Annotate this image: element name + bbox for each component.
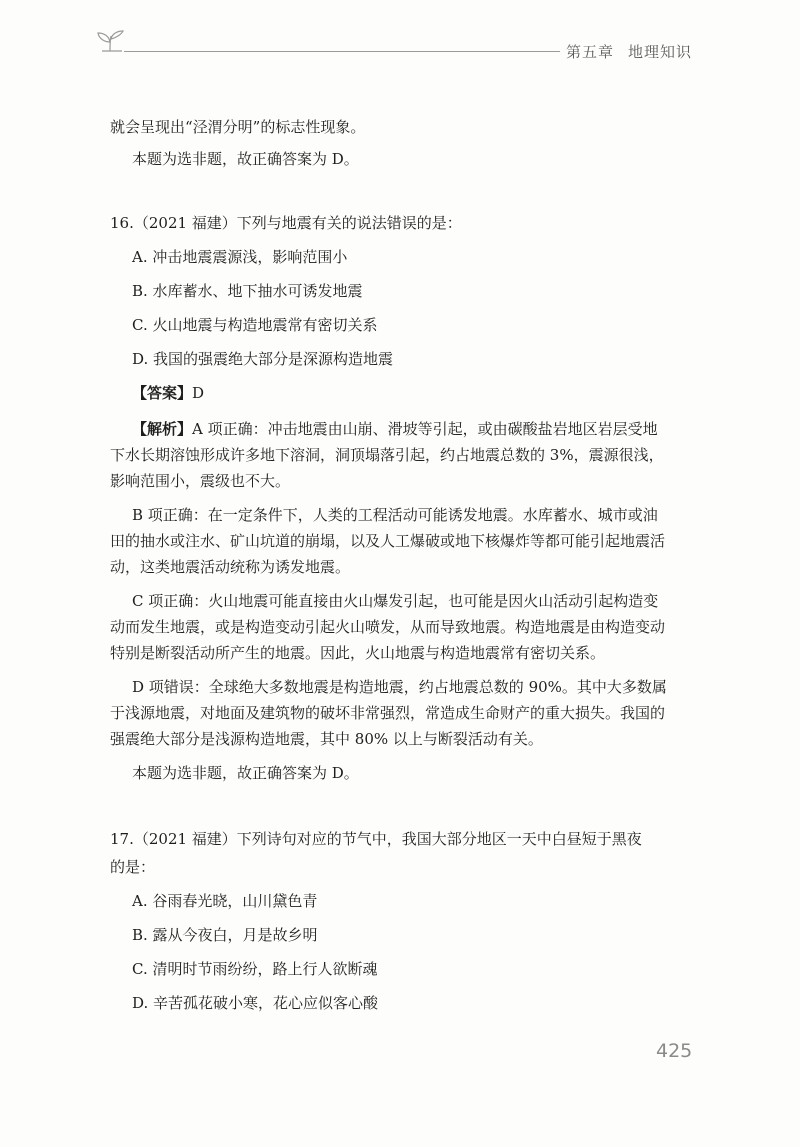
analysis-a-line: 影响范围小，震级也不大。: [110, 472, 291, 490]
q16-conclusion: 本题为选非题，故正确答案为 D。: [132, 764, 359, 782]
chapter-section: 地理知识: [628, 43, 693, 61]
q16-analysis: [110, 416, 700, 786]
analysis-d-line: 强震绝大部分是浅源构造地震，其中 80% 以上与断裂活动有关。: [110, 730, 543, 748]
q16-option-a: A. 冲击地震震源浅，影响范围小: [132, 248, 348, 266]
page-body: [110, 112, 700, 1020]
q16-option-c: C. 火山地震与构造地震常有密切关系: [132, 316, 378, 334]
q16-option-b: B. 水库蓄水、地下抽水可诱发地震: [132, 282, 363, 300]
page-number: 425: [656, 1040, 693, 1062]
analysis-a-line: 下水长期溶蚀形成许多地下溶洞，洞顶塌落引起，约占地震总数的 3%，震源很浅，: [110, 446, 664, 464]
answer-label: 【答案】: [132, 384, 193, 402]
question-17-cont: 的是：: [110, 858, 156, 876]
analysis-b-line: 田的抽水或注水、矿山坑道的崩塌，以及人工爆破或地下核爆炸等都可能引起地震活: [110, 532, 666, 550]
analysis-b-line: B 项正确：在一定条件下，人类的工程活动可能诱发地震。水库蓄水、城市或油: [132, 506, 658, 524]
intro-line: 就会呈现出“泾渭分明”的标志性现象。: [110, 118, 366, 136]
analysis-a-text: A 项正确：冲击地震由山崩、滑坡等引起，或由碳酸盐岩地区岩层受地: [192, 420, 658, 438]
page-header: [0, 0, 800, 70]
q17-option-d: D. 辛苦孤花破小寒，花心应似客心酸: [132, 994, 379, 1012]
q16-answer: [110, 376, 700, 410]
analysis-c-line: C 项正确：火山地震可能直接由火山爆发引起，也可能是因火山活动引起构造变: [132, 592, 659, 610]
analysis-d-line: D 项错误：全球绝大多数地震是构造地震，约占地震总数的 90%。其中大多数属: [132, 678, 667, 696]
chapter-number: 第五章: [566, 43, 615, 61]
question-16: 16.（2021 福建）下列与地震有关的说法错误的是：: [110, 214, 462, 232]
chapter-title: [566, 41, 692, 62]
analysis-c-line: 特别是断裂活动所产生的地震。因此，火山地震与构造地震常有密切关系。: [110, 644, 606, 662]
intro-conclusion: 本题为选非题，故正确答案为 D。: [132, 150, 359, 168]
q16-option-d: D. 我国的强震绝大部分是深源构造地震: [132, 350, 394, 368]
analysis-a-line: [110, 416, 700, 442]
answer-value: D: [192, 384, 205, 402]
q17-option-c: C. 清明时节雨纷纷，路上行人欲断魂: [132, 960, 378, 978]
analysis-d-line: 于浅源地震，对地面及建筑物的破坏非常强烈，常造成生命财产的重大损失。我国的: [110, 704, 666, 722]
header-rule: [124, 51, 560, 52]
analysis-label: 【解析】: [132, 420, 193, 438]
analysis-b-line: 动，这类地震活动统称为诱发地震。: [110, 558, 351, 576]
analysis-c-line: 动而发生地震，或是构造变动引起火山喷发，从而导致地震。构造地震是由构造变动: [110, 618, 666, 636]
question-17: 17.（2021 福建）下列诗句对应的节气中，我国大部分地区一天中白昼短于黑夜: [110, 830, 642, 848]
q17-option-a: A. 谷雨春光晓，山川黛色青: [132, 892, 318, 910]
q17-option-b: B. 露从今夜白，月是故乡明: [132, 926, 318, 944]
sprout-icon: [96, 30, 126, 52]
